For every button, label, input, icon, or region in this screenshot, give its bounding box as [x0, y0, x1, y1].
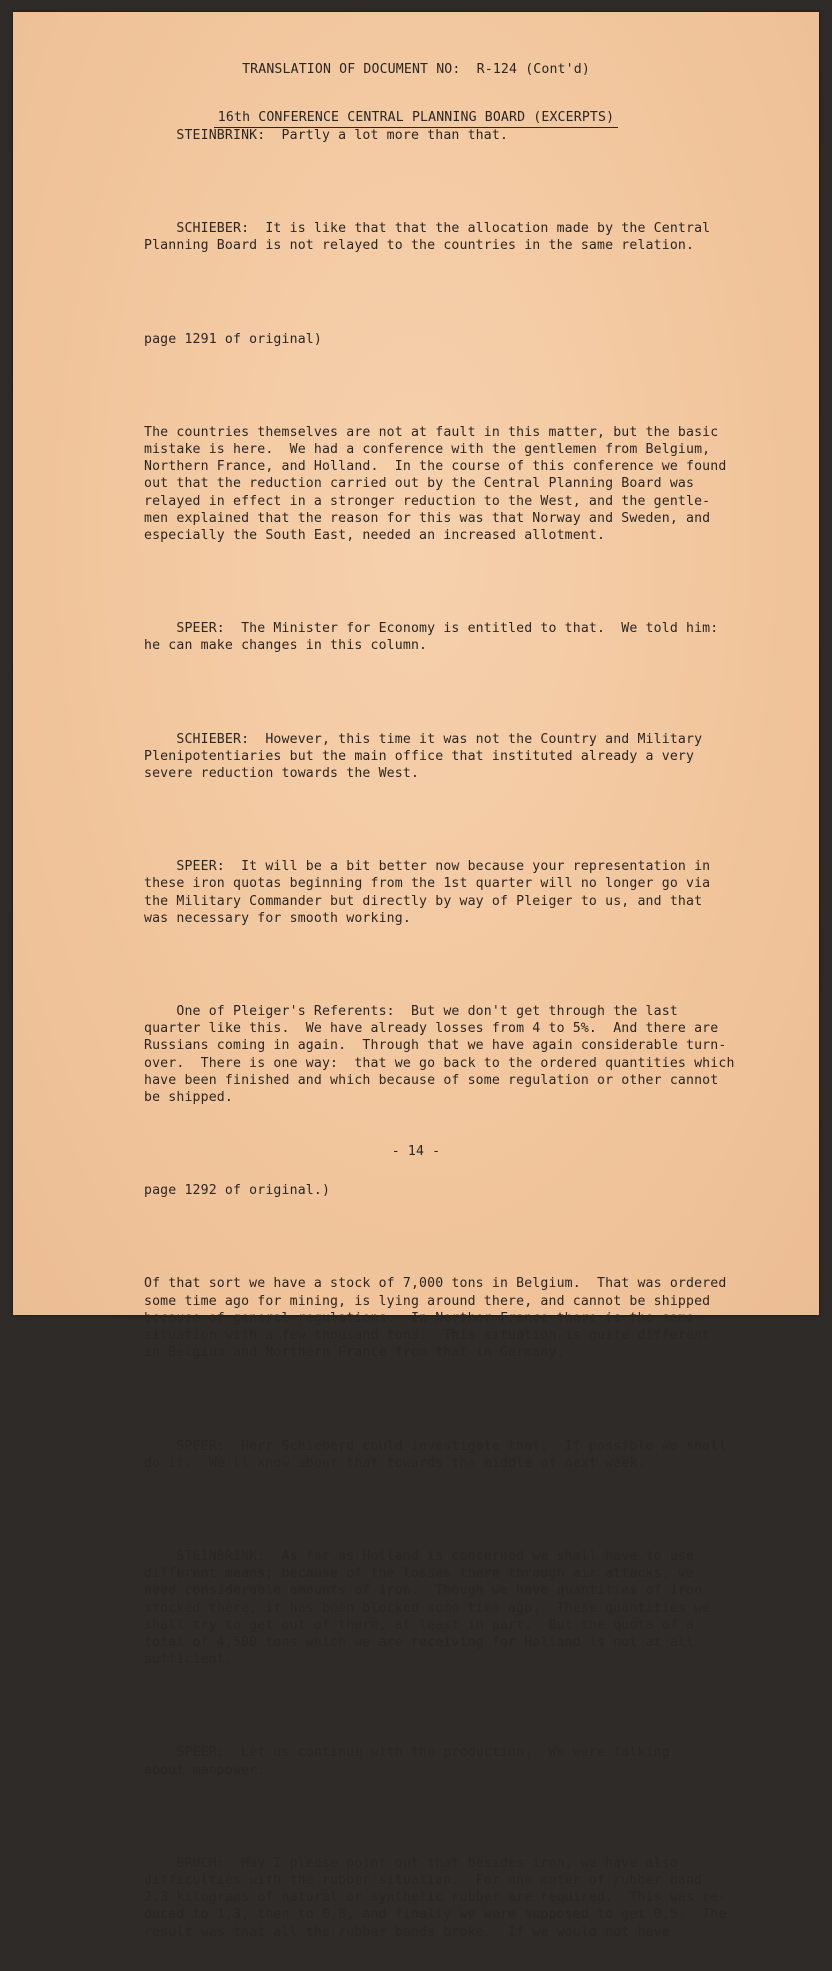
paragraph-steinbrink-2: STEINBRINK: As far as Holland is concerned we shall have to use different means; because of the losses there through air attacks, we need considerable amounts of iron. Though we have quantities of iron stocked there, it has been blocked some time ago. These quantities we shall try to get out of there, at least in part. But the quota of a total of 4,500 tons which we are receiving for Holland is not at all sufficient. — [144, 1548, 711, 1668]
paragraph-speer-4: SPEER: Let us continue with the production. We were talking about manpower. — [144, 1745, 670, 1778]
paragraph-pleiger-referent: One of Pleiger's Referents: But we don't get through the last quarter like this. We have already losses from 4 to 5%. And there are Russians coming in again. Through that we have again considerable turn- over. There is one way: that we go back to the ordered quantities which have been finished and which because of some regulation or other cannot be shipped. — [144, 1004, 735, 1106]
page-reference-1291: page 1291 of original) — [144, 331, 322, 347]
header-subtitle: 16th CONFERENCE CENTRAL PLANNING BOARD (EXCERPTS) — [214, 110, 618, 128]
paragraph-speer-3: SPEER: Herr Schieberd could investigate that. If possible we shall do it. We'll know about that towards the middle of next week. — [144, 1438, 727, 1471]
paragraph-stock-belgium: Of that sort we have a stock of 7,000 tons in Belgium. That was ordered some time ago for mining, is lying around there, and cannot be shipped because of general regulations. In Norther France there is the same situation with a few thousand tons. This situation is quite different in Belgium and Northern France from that in Germany. — [144, 1276, 727, 1361]
document-body — [144, 97, 784, 1971]
paragraph-bruch: BRUCH: May I please point out that besides iron, we have also difficulties with the rubber situation. For one meter of rubber band 2,3 kilograms of natural or synthetic rubber are required. This was re- duced to 1,3, then to 0,8, and finally we were supposed to get 0,5. The result was that all the rubber bands broke. If we would not have — [144, 1855, 727, 1940]
paragraph-schieber-1: SCHIEBER: It is like that that the allocation made by the Central Planning Board is not relayed to the countries in the same relation. — [144, 221, 711, 254]
paragraph-speer-2: SPEER: It will be a bit better now because your representation in these iron quotas beginning from the 1st quarter will no longer go via the Military Commander but directly by way of Pleiger to us, and that was necessary for smooth working. — [144, 859, 711, 926]
paragraph-steinbrink-1: STEINBRINK: Partly a lot more than that. — [144, 128, 509, 143]
header-title: TRANSLATION OF DOCUMENT NO: R-124 (Cont'd) — [242, 62, 590, 77]
paragraph-speer-1: SPEER: The Minister for Economy is entitled to that. We told him: he can make changes in this column. — [144, 621, 719, 654]
paragraph-schieber-2: SCHIEBER: However, this time it was not the Country and Military Plenipotentiaries but the main office that instituted already a very severe reduction towards the West. — [144, 731, 703, 782]
paragraph-countries: The countries themselves are not at fault in this matter, but the basic mistake is here. We had a conference with the gentlemen from Belgium, Northern France, and Holland. In the course of this conference we found out that the reduction carried out by the Central Planning Board was relayed in effect in a stronger reduction to the West, and the gentle- men explained that the reason for this was that Norway and Sweden, and especially the South East, needed an increased allotment. — [144, 424, 727, 544]
page-number: - 14 - — [391, 1144, 441, 1159]
document-page — [13, 12, 819, 1940]
page-reference-1292: page 1292 of original.) — [144, 1183, 331, 1199]
